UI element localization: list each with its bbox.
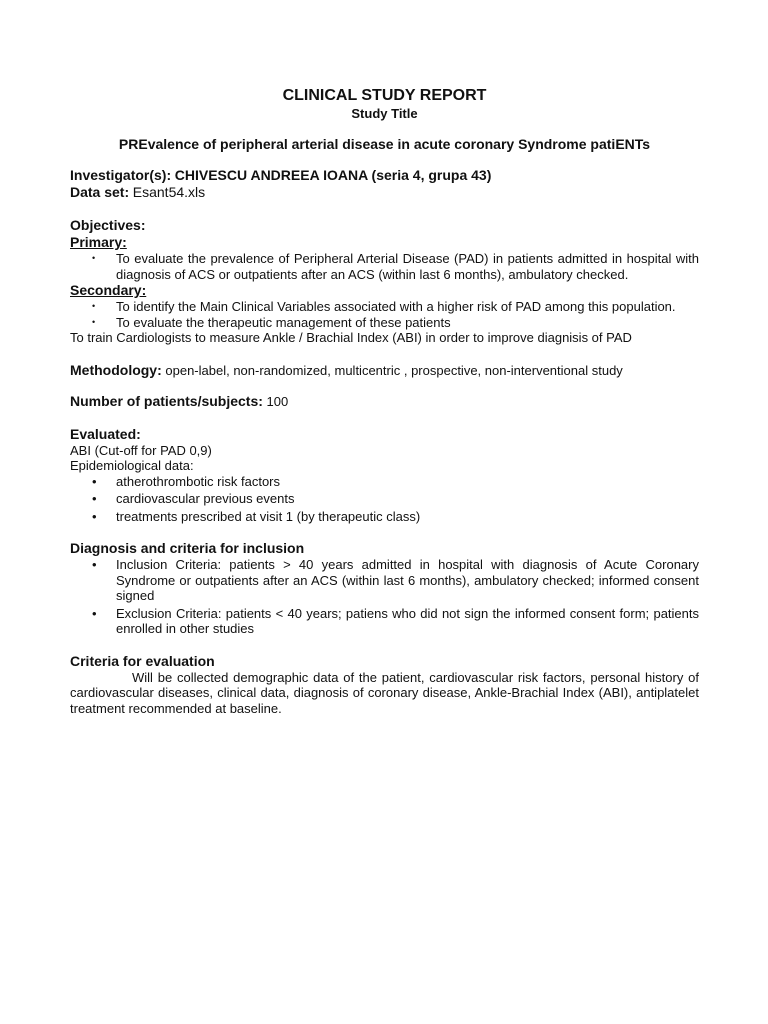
bullet-icon: • [92, 316, 96, 327]
list-item [70, 557, 699, 604]
dataset-value: Esant54.xls [132, 184, 206, 200]
list-item [70, 606, 699, 637]
list-item-text: atherothrombotic risk factors [116, 473, 281, 489]
study-title-label: Study Title [351, 106, 418, 121]
investigator-label: Investigator(s): [70, 167, 172, 183]
criteria-eval-text [70, 670, 699, 717]
list-item [70, 509, 699, 525]
diagnosis-heading: Diagnosis and criteria for inclusion [70, 540, 305, 556]
list-item-text: cardiovascular previous events [116, 491, 295, 506]
bullet-icon: • [92, 605, 97, 621]
list-item [70, 474, 699, 490]
criteria-eval-body: Will be collected demographic data of the patient, cardiovascular risk factors, personal history of cardiovascular diseases, clinical data, diagnosis of coronary disease, Ankle-Brachial Index (ABI), antiplatelet treatment recommended at baseline. [70, 669, 699, 716]
methodology-label: Methodology: [70, 361, 162, 378]
patients-line [70, 393, 699, 410]
list-item-text: Exclusion Criteria: patients < 40 years; patiens who did not sign the informed consent form; patients enrolled in other studies [116, 605, 699, 636]
list-item-text: Inclusion Criteria: patients > 40 years admitted in hospital with diagnosis of Acute Coronary Syndrome or outpatients after an ACS (within last 6 months), ambulatory checked; informed consent signed [116, 557, 699, 603]
investigator-value: CHIVESCU ANDREEA IOANA (seria 4, grupa 43) [174, 167, 492, 183]
study-name: PREvalence of peripheral arterial disease in acute coronary Syndrome patiENTs [118, 136, 651, 152]
document-content [70, 86, 699, 716]
evaluated-heading: Evaluated: [70, 425, 141, 442]
secondary-heading: Secondary: [70, 282, 147, 298]
investigator-line [70, 167, 699, 184]
methodology-value: open-label, non-randomized, multicentric , prospective, non-interventional study [165, 362, 623, 378]
list-item-text: To evaluate the therapeutic management of these patients [116, 314, 451, 330]
list-item [70, 299, 699, 315]
abi-line: ABI (Cut-off for PAD 0,9) [70, 442, 212, 458]
bullet-icon: • [92, 301, 96, 311]
train-line: To train Cardiologists to measure Ankle / Brachial Index (ABI) in order to improve diagnisis of PAD [70, 330, 632, 345]
methodology-line [70, 362, 699, 379]
bullet-icon: • [92, 508, 97, 524]
objectives-heading: Objectives: [70, 217, 146, 233]
diagnosis-list [70, 557, 699, 637]
dataset-line [70, 184, 699, 201]
bullet-icon: • [92, 491, 97, 506]
patients-value: 100 [266, 393, 289, 409]
patients-label: Number of patients/subjects: [70, 392, 263, 409]
primary-heading: Primary: [70, 234, 127, 250]
bullet-icon: • [92, 253, 96, 263]
dataset-label: Data set: [70, 184, 130, 200]
report-title: CLINICAL STUDY REPORT [282, 87, 487, 104]
evaluated-list [70, 474, 699, 525]
list-item-text: To identify the Main Clinical Variables associated with a higher risk of PAD among this population. [116, 299, 676, 314]
list-item-text: treatments prescribed at visit 1 (by therapeutic class) [116, 508, 421, 524]
list-item [70, 315, 699, 331]
list-item-text: To evaluate the prevalence of Peripheral Arterial Disease (PAD) in patients admitted in hospital with diagnosis of ACS or outpatients after an ACS (within last 6 months), ambulatory checked. [116, 251, 699, 282]
bullet-icon: • [92, 557, 97, 572]
list-item [70, 251, 699, 282]
list-item [70, 491, 699, 507]
primary-list [70, 251, 699, 282]
epi-line: Epidemiological data: [70, 458, 194, 473]
bullet-icon: • [92, 473, 97, 489]
secondary-list [70, 299, 699, 330]
criteria-eval-heading: Criteria for evaluation [70, 652, 215, 669]
